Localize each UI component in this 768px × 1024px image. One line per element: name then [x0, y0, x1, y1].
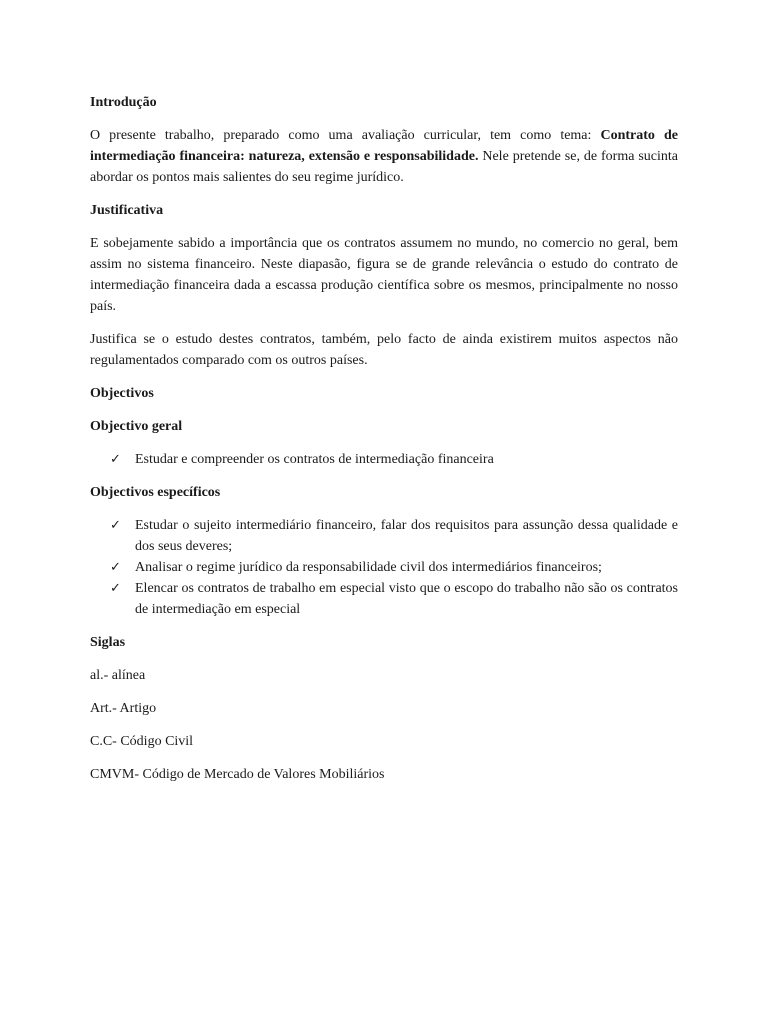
list-item-text: Estudar o sujeito intermediário financeiro, falar dos requisitos para assunção dessa qualidade e dos seus deveres; — [135, 518, 678, 554]
heading-introducao: Introdução — [90, 95, 157, 110]
heading-objectivo-geral: Objectivo geral — [90, 419, 183, 434]
sigla-item: CMVM- Código de Mercado de Valores Mobiliários — [90, 767, 385, 782]
list-item — [90, 515, 678, 557]
paragraph-justificativa-2: Justifica se o estudo destes contratos, também, pelo facto de ainda existirem muitos aspectos não regulamentados comparado com os outros países. — [90, 332, 678, 368]
list-objectivo-geral — [90, 449, 678, 470]
check-icon: ✓ — [110, 581, 121, 596]
sigla-item: C.C- Código Civil — [90, 734, 194, 749]
list-item-text: Elencar os contratos de trabalho em especial visto que o escopo do trabalho não são os contratos de intermediação em especial — [135, 581, 678, 617]
sigla-item: Art.- Artigo — [90, 701, 157, 716]
intro-text-after: Nele pretende se, de forma sucinta abordar os pontos mais salientes do seu regime jurídico. — [90, 149, 678, 185]
list-item-text: Estudar e compreender os contratos de intermediação financeira — [135, 452, 494, 467]
heading-justificativa: Justificativa — [90, 203, 164, 218]
list-item — [90, 578, 678, 620]
list-item — [90, 449, 678, 470]
heading-siglas: Siglas — [90, 635, 126, 650]
intro-text-before: O presente trabalho, preparado como uma avaliação curricular, tem como tema: — [90, 128, 601, 143]
list-objectivos-especificos — [90, 515, 678, 620]
list-item — [90, 557, 678, 578]
heading-objectivos: Objectivos — [90, 386, 154, 401]
heading-objectivos-especificos: Objectivos específicos — [90, 485, 221, 500]
list-item-text: Analisar o regime jurídico da responsabilidade civil dos intermediários financeiros; — [135, 560, 602, 575]
paragraph-justificativa-1: E sobejamente sabido a importância que os contratos assumem no mundo, no comercio no geral, bem assim no sistema financeiro. Neste diapasão, figura se de grande relevância o estudo do contrato de intermediação financeira dada a escassa produção científica sobre os mesmos, principalmente no nosso país. — [90, 236, 678, 314]
sigla-item: al.- alínea — [90, 668, 146, 683]
intro-text-bold: Contrato de intermediação financeira: natureza, extensão e responsabilidade. — [90, 128, 679, 164]
check-icon: ✓ — [110, 560, 121, 575]
check-icon: ✓ — [110, 452, 121, 467]
check-icon: ✓ — [110, 518, 121, 533]
document-page — [90, 92, 678, 797]
paragraph-introducao — [90, 125, 678, 188]
